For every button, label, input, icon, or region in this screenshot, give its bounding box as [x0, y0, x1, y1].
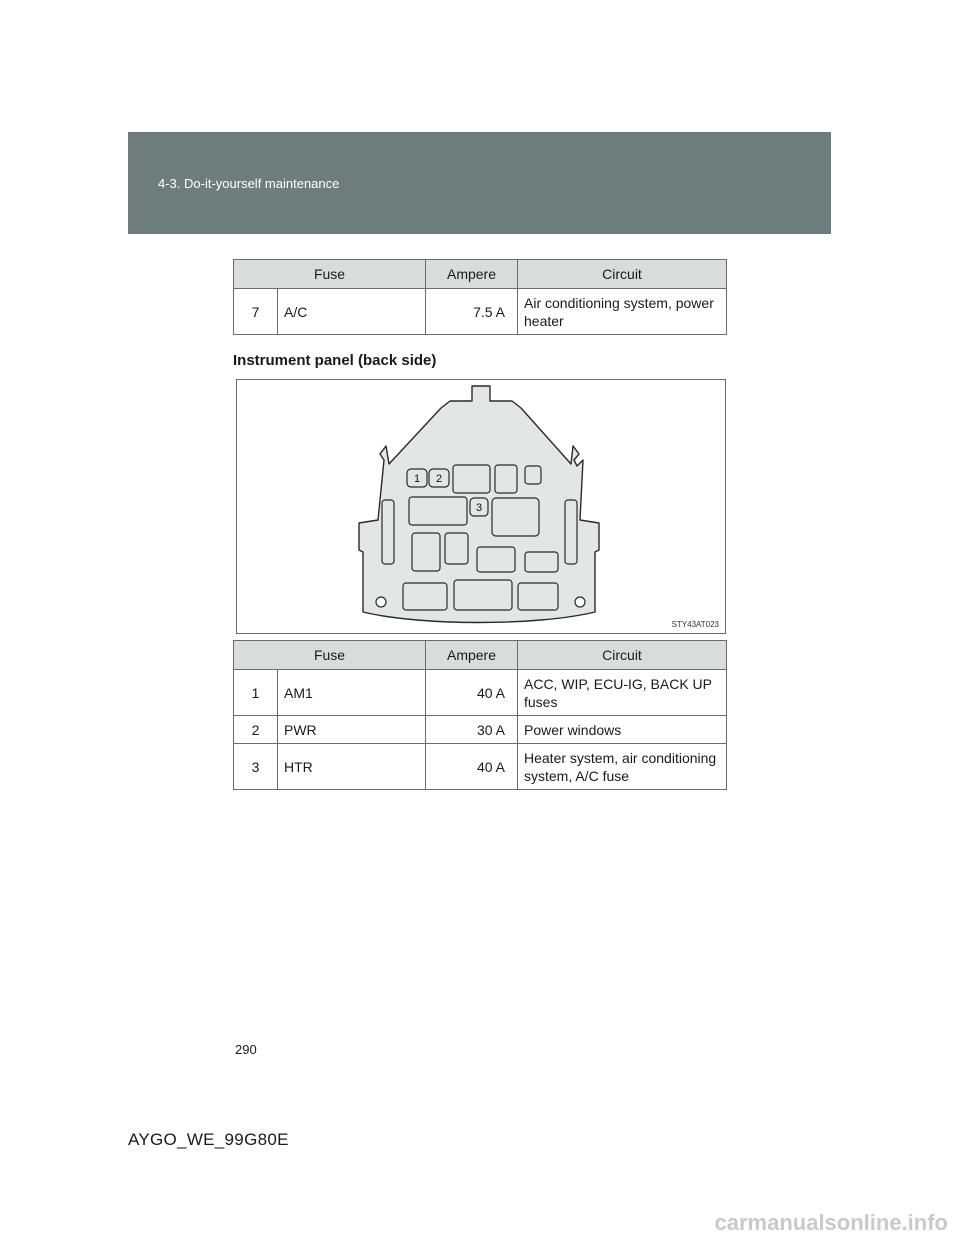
- relay-slot-e: [492, 498, 539, 536]
- column-header-ampere: Ampere: [426, 641, 518, 670]
- mount-hole-left: [376, 597, 386, 607]
- section-title: Instrument panel (back side): [233, 352, 437, 369]
- relay-slot-k: [454, 580, 512, 610]
- relay-slot-l: [518, 583, 558, 610]
- fuse-circuit: Heater system, air conditioning system, A/C fuse: [518, 744, 727, 790]
- fuse-table-bottom: [233, 640, 727, 790]
- fuse-box-figure: [236, 379, 726, 634]
- fuse-name: PWR: [278, 716, 426, 744]
- section-header-title: 4-3. Do-it-yourself maintenance: [158, 176, 340, 191]
- side-rail-right: [565, 500, 577, 564]
- relay-slot-c: [525, 466, 541, 484]
- table-row: [234, 716, 727, 744]
- callout-1: 1: [413, 473, 421, 485]
- table-row: [234, 670, 727, 716]
- relay-slot-f: [412, 533, 440, 571]
- callout-3: 3: [475, 502, 483, 514]
- fuse-box-diagram: [237, 380, 725, 633]
- table-header-row: [234, 260, 727, 289]
- fuse-ampere: 40 A: [426, 744, 518, 790]
- fuse-number: 2: [234, 716, 278, 744]
- fuse-table-top: [233, 259, 727, 335]
- callout-2: 2: [435, 473, 443, 485]
- column-header-fuse: Fuse: [234, 641, 426, 670]
- column-header-ampere: Ampere: [426, 260, 518, 289]
- column-header-circuit: Circuit: [518, 641, 727, 670]
- fuse-ampere: 7.5 A: [426, 289, 518, 335]
- fuse-number: 3: [234, 744, 278, 790]
- figure-code: STY43AT023: [671, 620, 719, 629]
- fuse-name: HTR: [278, 744, 426, 790]
- relay-slot-g: [445, 533, 468, 564]
- fuse-ampere: 30 A: [426, 716, 518, 744]
- side-rail-left: [382, 500, 394, 564]
- relay-slot-j: [403, 583, 447, 610]
- fuse-circuit: Air conditioning system, power heater: [518, 289, 727, 335]
- fuse-number: 1: [234, 670, 278, 716]
- relay-slot-d: [409, 497, 467, 525]
- fuse-circuit: Power windows: [518, 716, 727, 744]
- relay-slot-i: [525, 552, 558, 572]
- fuse-circuit: ACC, WIP, ECU-IG, BACK UP fuses: [518, 670, 727, 716]
- table-header-row: [234, 641, 727, 670]
- relay-slot-b: [495, 465, 517, 493]
- watermark: carmanualsonline.info: [714, 1210, 948, 1235]
- column-header-fuse: Fuse: [234, 260, 426, 289]
- column-header-circuit: Circuit: [518, 260, 727, 289]
- fuse-name: AM1: [278, 670, 426, 716]
- table-row: [234, 289, 727, 335]
- fuse-ampere: 40 A: [426, 670, 518, 716]
- table-row: [234, 744, 727, 790]
- relay-slot-a: [453, 465, 490, 493]
- relay-slot-h: [477, 547, 515, 572]
- document-code: AYGO_WE_99G80E: [128, 1130, 289, 1149]
- page-number: 290: [235, 1042, 257, 1057]
- fuse-name: A/C: [278, 289, 426, 335]
- fuse-number: 7: [234, 289, 278, 335]
- mount-hole-right: [575, 597, 585, 607]
- header-band: [128, 132, 831, 234]
